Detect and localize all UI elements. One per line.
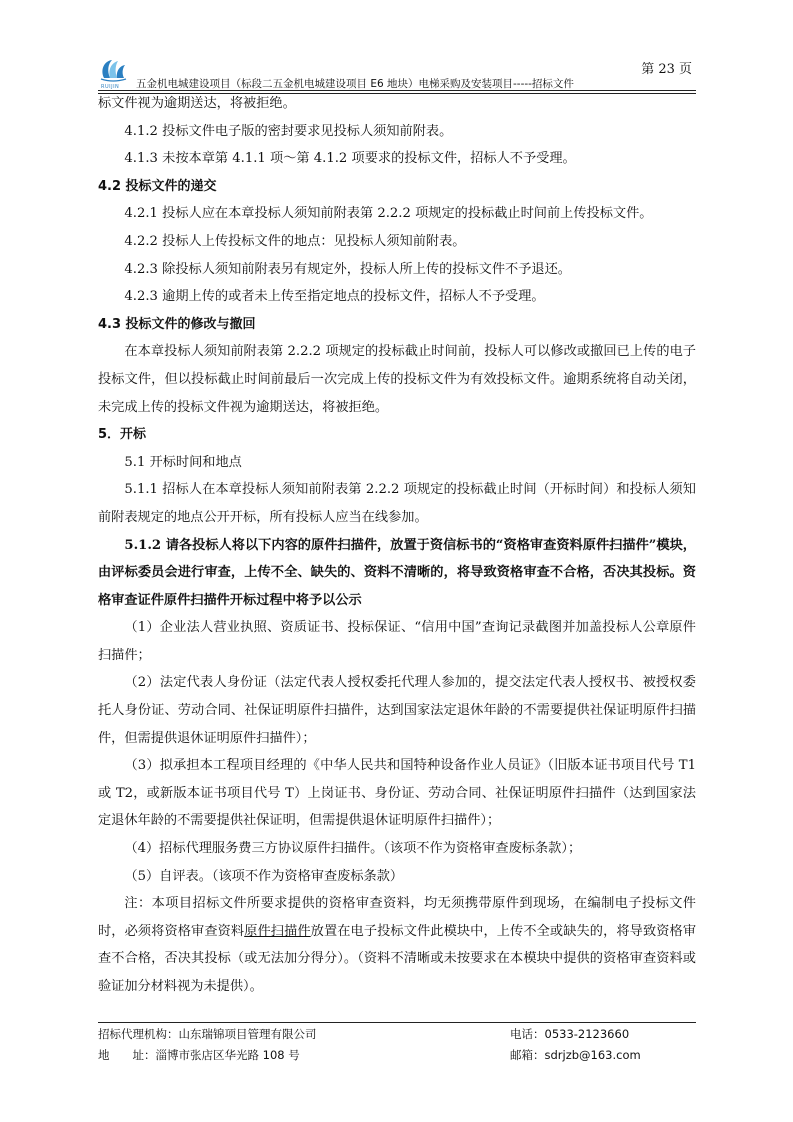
ruijin-logo-icon <box>98 56 128 86</box>
footer-divider <box>98 1022 696 1023</box>
paragraph: 标文件视为逾期送达，将被拒绝。 <box>98 96 296 111</box>
paragraph: 在本章投标人须知前附表第 2.2.2 项规定的投标截止时间前，投标人可以修改或撤回已上传的电子投标文件，但以投标截止时间前最后一次完成上传的投标文件为有效投标文件。逾期系统将自动关闭，未完成上传的投标文件视为逾期送达，将被拒绝。 <box>98 344 696 415</box>
list-item: （4）招标代理服务费三方协议原件扫描件。（该项不作为资格审查废标条款）； <box>124 841 582 857</box>
section-heading: 4.2 投标文件的递交 <box>98 178 217 194</box>
list-item: （1）企业法人营业执照、资质证书、投标保证、“信用中国”查询记录截图并加盖投标人公章原件扫描件； <box>98 620 696 663</box>
section-heading: 4.3 投标文件的修改与撤回 <box>98 316 256 332</box>
phone-label: 电话： <box>510 1027 545 1041</box>
phone-value: 0533-2123660 <box>544 1027 630 1041</box>
footer-row <box>98 1026 696 1044</box>
note-text: 放置在电子投标文件此模块中，上传不全或缺失的，将导致资格审查不合格，否决其投标（或无法加分得分）。（资料不清晰或未按要求在本模块中提供的资格审查资料或验证加分材料视为未提供）。 <box>98 923 697 994</box>
paragraph: 4.2.2 投标人上传投标文件的地点：见投标人须知前附表。 <box>124 233 466 249</box>
paragraph: 4.2.3 除投标人须知前附表另有规定外，投标人所上传的投标文件不予退还。 <box>124 261 571 277</box>
address-label: 地 址： <box>98 1048 156 1062</box>
paragraph: 5.1.1 招标人在本章投标人须知前附表第 2.2.2 项规定的投标截止时间（开标时间）和投标人须知前附表规定的地点公开开标，所有投标人应当在线参加。 <box>98 482 696 525</box>
paragraph: 4.2.1 投标人应在本章投标人须知前附表第 2.2.2 项规定的投标截止时间前上传投标文件。 <box>124 206 653 222</box>
note-text: 注：本项目招标文件所要求提供的资格审查资料，均无须携带原件到现场，在编制电子投标文件时，必须将资格审查资料 <box>98 896 696 939</box>
paragraph: 5.1 开标时间和地点 <box>124 454 242 470</box>
address-value: 淄博市张店区华光路 108 号 <box>155 1048 300 1062</box>
page-header <box>98 48 696 92</box>
note-underlined: 原件扫描件 <box>244 923 311 939</box>
phone <box>510 1026 629 1042</box>
paragraph: 4.1.2 投标文件电子版的密封要求见投标人须知前附表。 <box>124 123 453 139</box>
document-body <box>98 90 696 1001</box>
email <box>510 1047 641 1063</box>
list-item: （5）自评表。（该项不作为资格审查废标条款） <box>124 868 404 884</box>
address <box>98 1047 300 1063</box>
email-value: sdrjzb@163.com <box>544 1048 641 1062</box>
list-item: （3）拟承担本工程项目经理的《中华人民共和国特种设备作业人员证》（旧版本证书项目代号 T1 或 T2，或新版本证书项目代号 T）上岗证书、身份证、劳动合同、社保证明原件扫描件（达到国家法定退休年龄的不需要提供社保证明，但需提供退休证明原件扫描件）； <box>98 758 696 829</box>
agency-label: 招标代理机构： <box>98 1027 179 1041</box>
email-label: 邮箱： <box>510 1048 545 1062</box>
list-item: （2）法定代表人身份证（法定代表人授权委托代理人参加的，提交法定代表人授权书、被授权委托人身份证、劳动合同、社保证明原件扫描件，达到国家法定退休年龄的不需要提供社保证明原件扫描件，但需提供退休证明原件扫描件）； <box>98 675 696 746</box>
agency <box>98 1026 317 1042</box>
note-paragraph <box>98 890 696 1000</box>
page-footer <box>98 1022 696 1065</box>
section-heading: 5．开标 <box>98 427 147 443</box>
agency-value: 山东瑞锦项目管理有限公司 <box>178 1027 317 1041</box>
footer-row <box>98 1047 696 1065</box>
page-number: 第 23 页 <box>641 62 692 77</box>
paragraph: 4.2.3 逾期上传的或者未上传至指定地点的投标文件，招标人不予受理。 <box>124 289 545 305</box>
paragraph: 4.1.3 未按本章第 4.1.1 项～第 4.1.2 项要求的投标文件，招标人不予受理。 <box>124 151 576 167</box>
header-title: 五金机电城建设项目（标段二五金机电城建设项目 E6 地块）电梯采购及安装项目-----招标文件 <box>136 78 574 90</box>
bold-paragraph: 5.1.2 请各投标人将以下内容的原件扫描件，放置于资信标书的“资格审查资料原件扫描件”模块，由评标委员会进行审查，上传不全、缺失的、资料不清晰的，将导致资格审查不合格，否决其投标。资格审查证件原件扫描件开标过程中将予以公示 <box>98 537 696 608</box>
logo-text: RUIJIN <box>101 84 120 90</box>
